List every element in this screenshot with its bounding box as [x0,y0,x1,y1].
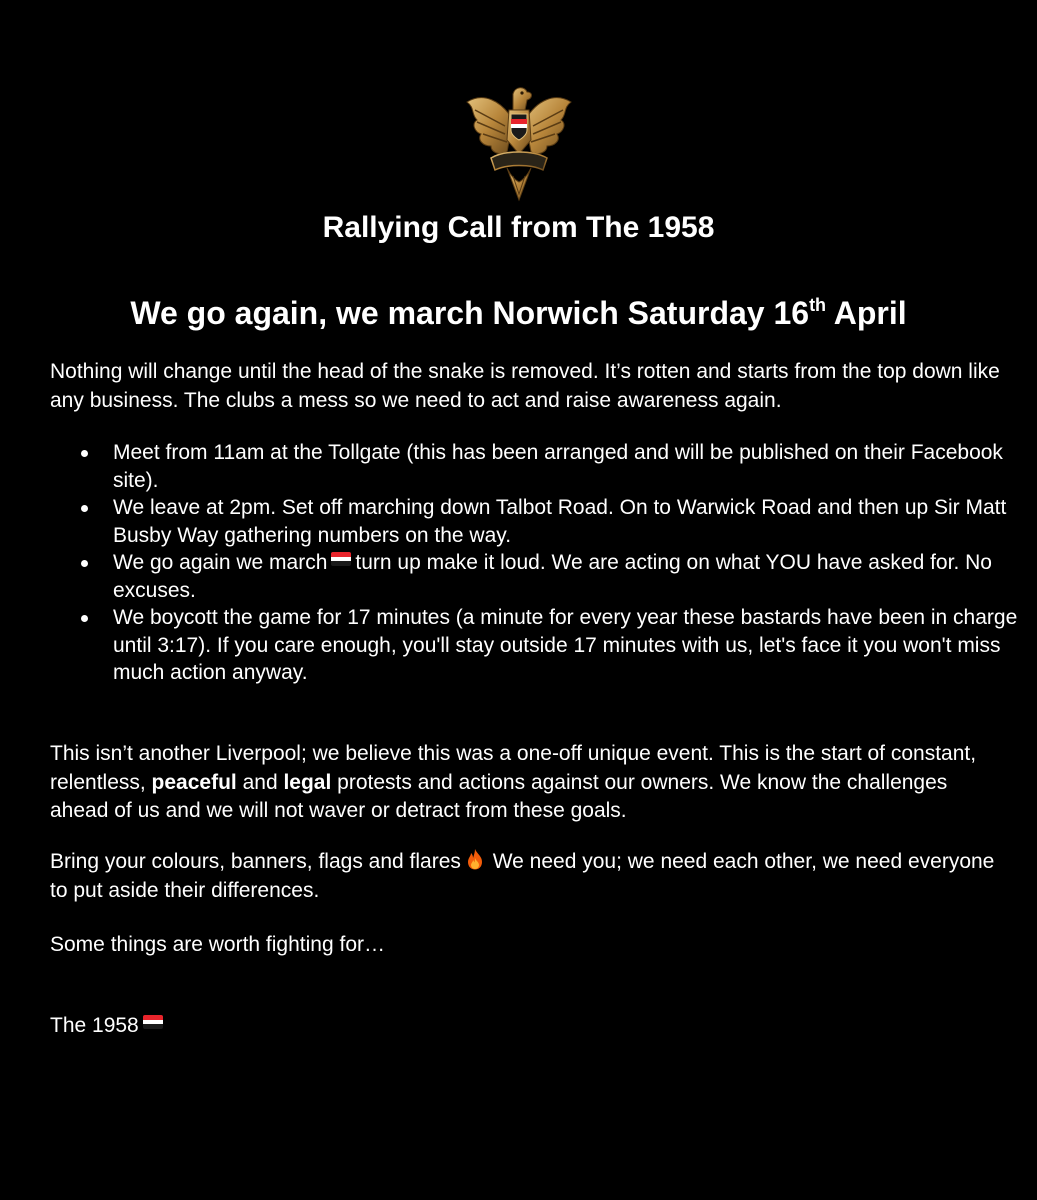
red-white-black-flag-icon [331,552,351,566]
paragraph-text: and [236,770,284,794]
list-item-text: turn up make it loud. We are acting on what YOU have asked for. No excuses. [113,551,992,602]
fire-emoji-icon [465,848,485,870]
red-white-black-flag-icon [143,1015,163,1029]
bullet-icon [81,450,88,457]
signoff [50,1012,1000,1041]
eagle-crest-icon [461,80,577,202]
headline-text: We go again, we march Norwich Saturday 16 [130,295,810,331]
bold-word-peaceful: peaceful [151,770,237,794]
list-item [113,549,1037,604]
bold-word-legal: legal [283,770,332,794]
headline-month: April [826,295,907,331]
list-item-text: We boycott the game for 17 minutes (a minute for every year these bastards have been in charge until 3:17). If you care enough, you'll stay outside 17 minutes with us, let's face it you won't miss much action anyway. [113,606,1018,684]
liverpool-paragraph [50,740,1000,826]
page-title: Rallying Call from The 1958 [322,211,715,244]
flag-stripe-black [143,1024,163,1029]
paragraph-text: Bring your colours, banners, flags and flares [50,850,461,873]
bullet-icon [81,505,88,512]
signoff-text: The 1958 [50,1014,139,1037]
march-headline [0,292,1037,334]
list-item [113,439,1037,494]
list-item-text: We go again we march [113,551,328,574]
intro-paragraph: Nothing will change until the head of the snake is removed. It’s rotten and starts from the top down like any business. The clubs a mess so we need to act and raise awareness again. [50,360,1000,412]
bullet-icon [81,560,88,567]
headline-ordinal: th [809,295,827,315]
bullet-icon [81,615,88,622]
colours-paragraph [50,848,1000,905]
paragraph-text: This isn’t another Liverpool; we believe this was a one-off unique event. This is the start of constant, relentless, [50,742,977,794]
eagle-crest-logo [461,80,577,202]
flag-stripe-black [331,561,351,566]
paragraph-text: protests and actions against our owners. We know the challenges ahead of us and we will not waver or detract from these goals. [50,770,948,822]
paragraph-text: We need you; we need each other, we need everyone to put aside their differences. [50,850,995,902]
list-item-text: We leave at 2pm. Set off marching down Talbot Road. On to Warwick Road and then up Sir Matt Busby Way gathering numbers on the way. [113,496,1007,547]
list-item [113,494,1037,549]
list-item [113,604,1037,687]
plan-list [50,439,1037,687]
closing-line: Some things are worth fighting for… [50,933,385,956]
list-item-text: Meet from 11am at the Tollgate (this has been arranged and will be published on their Facebook site). [113,441,1003,492]
